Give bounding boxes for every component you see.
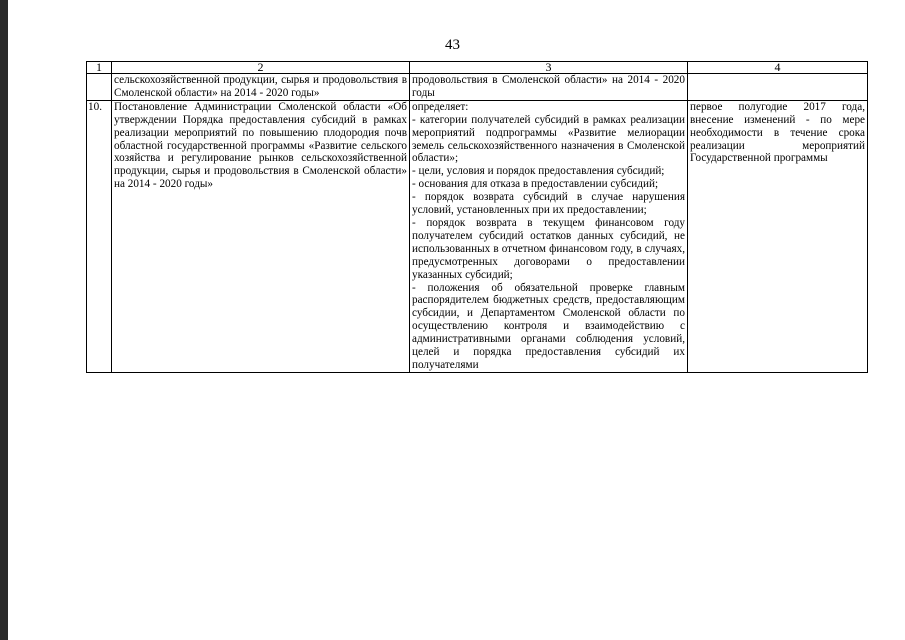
table-row-10 [87, 100, 868, 372]
content-paragraph: - цели, условия и порядок предоставления субсидий; [412, 165, 665, 178]
content-paragraph: - категории получателей субсидий в рамках реализации мероприятий подпрограммы «Развитие мелиорации земель сельскохозяйственного назначения в Смоленской области»; [412, 113, 685, 165]
page-number: 43 [445, 37, 460, 53]
content-paragraph: - порядок возврата субсидий в случае нарушения условий, установленных при их предоставлении; [412, 191, 685, 217]
content-cell: продовольствия в Смоленской области» на 2014 - 2020 годы [410, 74, 688, 101]
row-number-cell [87, 74, 112, 101]
row-number-cell: 10. [87, 100, 112, 372]
document-title-cell: Постановление Администрации Смоленской области «Об утверждении Порядка предоставления субсидий в рамках реализации мероприятий по повышению плодородия почв областной государственной программы «Развитие сельского хозяйства и регулирование рынков сельскохозяйственной продукции, сырья и продовольствия в Смоленской области» на 2014 - 2020 годы» [112, 100, 410, 372]
table-header-row [87, 62, 868, 74]
header-col-2: 2 [112, 62, 410, 74]
header-col-4: 4 [688, 62, 868, 74]
scan-binding-edge [0, 0, 8, 640]
content-paragraph: - порядок возврата в текущем финансовом году получателем субсидий остатков данных субсидий, не использованных в отчетном финансовом году, в случаях, предусмотренных договорами о предоставлении указанных субсидий; [412, 216, 685, 281]
table-row-continuation [87, 74, 868, 101]
document-title-cell: сельскохозяйственной продукции, сырья и продовольствия в Смоленской области» на 2014 - 2020 годы» [112, 74, 410, 101]
measures-table [86, 61, 868, 373]
content-paragraph: - положения об обязательной проверке главным распорядителем бюджетных средств, предоставляющим субсидии, и Департаментом Смоленской области по осуществлению контроля и взаимодействию с административными органами соблюдения условий, целей и порядка предоставления субсидий их получателями [412, 281, 685, 371]
content-cell [410, 100, 688, 372]
content-paragraph: - основания для отказа в предоставлении субсидий; [412, 178, 659, 191]
header-col-3: 3 [410, 62, 688, 74]
timing-cell: первое полугодие 2017 года, внесение изменений - по мере необходимости в течение срока реализации мероприятий Государственной программы [688, 100, 868, 372]
timing-cell [688, 74, 868, 101]
content-paragraph: определяет: [412, 100, 469, 113]
header-col-1: 1 [87, 62, 112, 74]
